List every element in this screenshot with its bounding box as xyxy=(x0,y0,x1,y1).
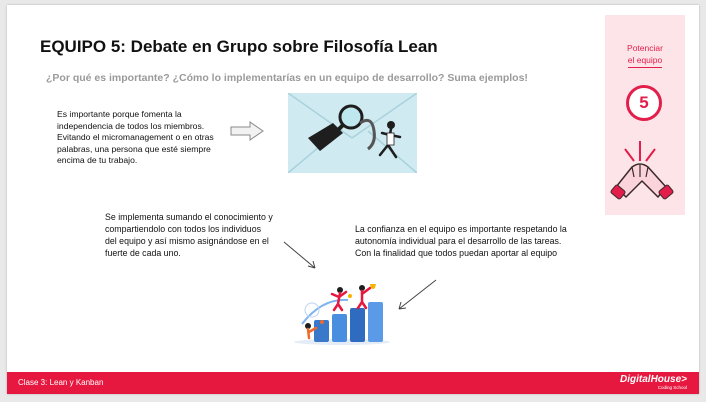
team-number-badge: 5 xyxy=(626,85,662,121)
slide-subtitle: ¿Por qué es importante? ¿Cómo lo implementarías en un equipo de desarrollo? Suma ejemplos! xyxy=(46,72,528,84)
trust-text: La confianza en el equipo es importante respetando la autonomía individual para el desarrollo de las tareas. Con la finalidad que todos puedan aportar al equipo xyxy=(355,224,567,258)
implementation-text: Se implementa sumando el conocimiento y compartiendolo con todos los individuos del equipo y así mismo asignándose en el fuerte de cada uno. xyxy=(105,212,273,258)
arrow-down-right-icon xyxy=(281,239,321,273)
digitalhouse-logo xyxy=(620,374,687,391)
team-growth-illustration xyxy=(292,280,392,345)
team-side-panel xyxy=(605,15,685,215)
envelope-magnifier-illustration xyxy=(288,93,417,173)
logo-sub-text: Coding School xyxy=(657,385,687,390)
slide xyxy=(7,5,699,394)
side-divider xyxy=(628,67,662,68)
side-label-line2: el equipo xyxy=(627,55,663,65)
footer-bar xyxy=(7,372,699,394)
footer-class-label: Clase 3: Lean y Kanban xyxy=(18,378,104,387)
slide-title: EQUIPO 5: Debate en Grupo sobre Filosofía Lean xyxy=(40,37,438,56)
importance-text: Es importante porque fomenta la independencia de todos los miembros. Evitando el micromanagement o en otras palabras, una persona que esté siempre encima de tu trabajo. xyxy=(57,109,214,165)
logo-main-text: DigitalHouse> xyxy=(620,374,687,385)
arrow-down-left-icon xyxy=(395,277,439,313)
side-label-line1: Potenciar xyxy=(627,43,663,53)
team-hands-icon xyxy=(610,137,674,203)
arrow-right-icon xyxy=(230,121,264,141)
